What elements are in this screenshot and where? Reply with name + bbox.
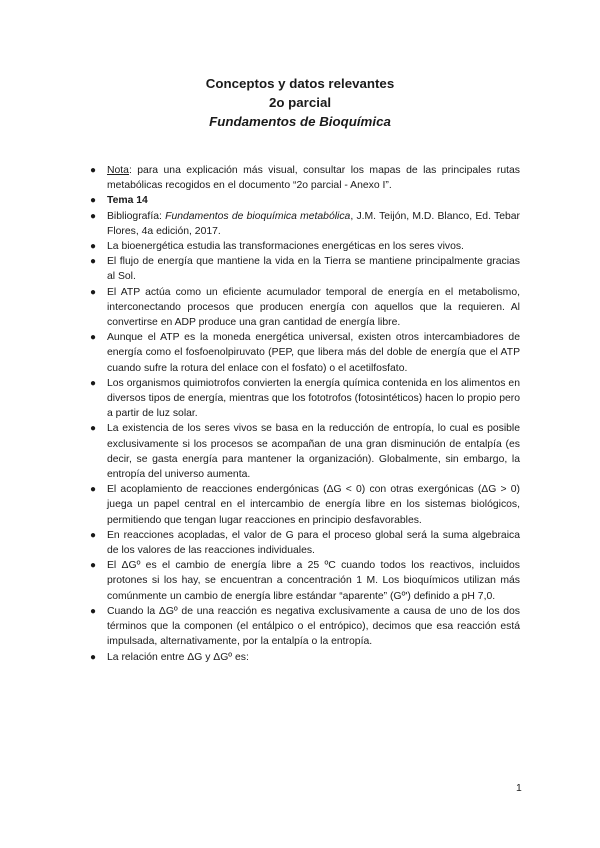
bullet-text: El ATP actúa como un eficiente acumulador temporal de energía en el metabolismo, interconectando procesos que producen energía con aquellos que la requieren. Al convertirse en ADP produce una gran cantidad de energía libre.	[107, 286, 520, 329]
list-item	[88, 330, 520, 376]
bullet-icon: ●	[90, 241, 97, 253]
bullet-text: El ΔGº es el cambio de energía libre a 25 ºC cuando todos los reactivos, incluidos protones si los hay, se encuentran a concentración 1 M. Los bioquímicos utilizan más comúnmente un cambio de energía libre estándar “aparente” (Gº') definido a pH 7,0.	[107, 560, 520, 602]
list-item	[88, 604, 520, 650]
bullet-icon: ●	[90, 195, 97, 207]
bullet-text: Aunque el ATP es la moneda energética universal, existen otros intercambiadores de energía como el fosfoenolpiruvato (PEP, que libera más del doble de energía que el ATP cuando sufre la rotura del enlace con el fosfato) o el acetilfosfato.	[107, 332, 520, 374]
bullet-text: En reacciones acopladas, el valor de G para el proceso global será la suma algebraica de los valores de las reacciones individuales.	[107, 529, 520, 557]
bullet-icon: ●	[90, 332, 97, 344]
bullet-icon: ●	[90, 210, 97, 222]
list-item	[88, 558, 520, 604]
title-line-2: 2o parcial	[268, 95, 332, 110]
bullet-icon: ●	[90, 651, 97, 663]
document-title	[0, 74, 600, 131]
bibliography-suffix: , J.M. Teijón, M.D. Blanco, Ed. Tebar Flores, 4a edición, 2017.	[107, 210, 520, 237]
list-item	[88, 482, 520, 528]
note-text: : para una explicación más visual, consultar los mapas de las principales rutas metabólicas recogidos en el documento “2o parcial - Anexo I”.	[107, 165, 520, 192]
list-item	[88, 528, 520, 558]
bullet-text: El flujo de energía que mantiene la vida en la Tierra se mantiene principalmente gracias al Sol.	[107, 256, 520, 283]
bullet-icon: ●	[90, 423, 97, 435]
bullet-text: La relación entre ΔG y ΔGº es:	[107, 651, 249, 663]
title-line-1: Conceptos y datos relevantes	[205, 76, 395, 91]
page-number: 1	[516, 783, 522, 794]
topic-heading: Tema 14	[107, 195, 148, 207]
list-item	[88, 650, 520, 665]
bullet-text: Cuando la ΔGº de una reacción es negativa exclusivamente a causa de uno de los dos términos que la componen (el entálpico o el entrópico), decimos que esa reacción está impulsada, alternativamente, por la entalpía o la entropía.	[107, 605, 520, 648]
bullet-icon: ●	[90, 286, 97, 298]
bibliography-prefix: Bibliografía:	[107, 210, 166, 222]
bullet-icon: ●	[90, 560, 97, 572]
list-item	[88, 376, 520, 422]
list-item	[88, 421, 520, 482]
bullet-list	[88, 163, 520, 665]
bullet-icon: ●	[90, 529, 97, 541]
list-item	[88, 239, 520, 254]
list-item	[88, 193, 520, 208]
bullet-text: La existencia de los seres vivos se basa en la reducción de entropía, lo cual es posible exclusivamente si los procesos se acompañan de una gran disminución de entalpía (es decir, se gasta energía para mantener la organización). Globalmente, sin embargo, la entropía del universo aumenta.	[107, 423, 520, 481]
bullet-icon: ●	[90, 484, 97, 496]
note-label: Nota	[107, 165, 129, 176]
bullet-icon: ●	[90, 165, 97, 176]
bibliography-book-title: Fundamentos de bioquímica metabólica	[165, 210, 351, 222]
bullet-text: El acoplamiento de reacciones endergónicas (ΔG < 0) con otras exergónicas (ΔG > 0) juega un papel central en el intercambio de energía libre en los sistemas biológicos, permitiendo que tengan lugar reacciones en principio desfavorables.	[107, 484, 520, 526]
bullet-icon: ●	[90, 256, 97, 268]
bullet-text: La bioenergética estudia las transformaciones energéticas en los seres vivos.	[107, 241, 464, 253]
list-item	[88, 209, 520, 239]
bullet-icon: ●	[90, 377, 97, 389]
list-item	[88, 254, 520, 284]
list-item	[88, 285, 520, 331]
bullet-text: Los organismos quimiotrofos convierten la energía química contenida en los alimentos en diversos tipos de energía, mientras que los fototrofos (fotosintéticos) hacen lo propio pero a partir de luz solar.	[107, 377, 520, 420]
title-line-3: Fundamentos de Bioquímica	[209, 114, 391, 129]
bullet-icon: ●	[90, 605, 97, 617]
list-item	[88, 163, 520, 193]
